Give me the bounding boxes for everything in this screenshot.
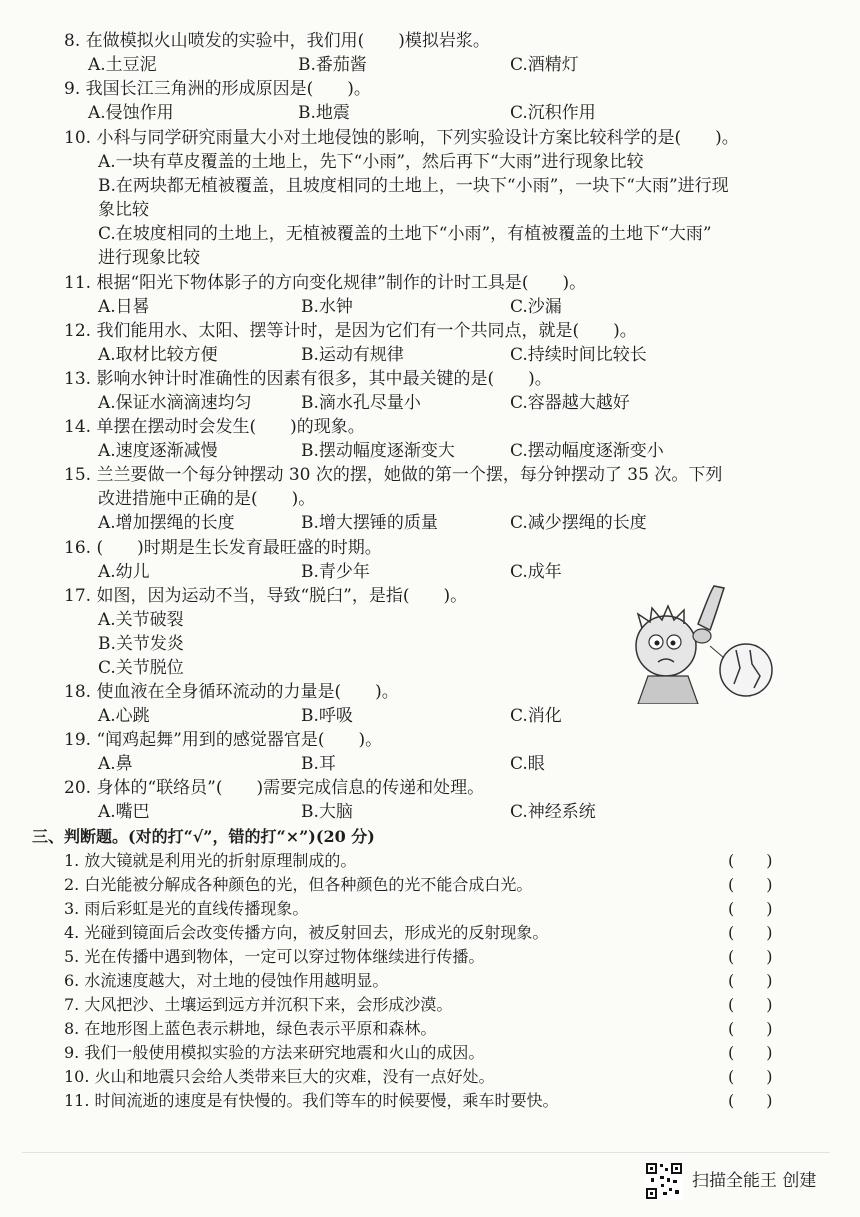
question-15-stem-cont: 改进措施中正确的是( )。 — [98, 489, 316, 509]
judgment-9: 9. 我们一般使用模拟实验的方法来研究地震和火山的成因。 — [64, 1043, 485, 1062]
question-11-stem: 11. 根据“阳光下物体影子的方向变化规律”制作的计时工具是( )。 — [64, 273, 587, 293]
judgment-11: 11. 时间流逝的速度是有快慢的。我们等车的时候要慢，乘车时要快。 — [64, 1091, 559, 1110]
option-a: A.速度逐渐减慢 — [98, 441, 218, 461]
answer-paren-7[interactable]: ( ) — [728, 995, 773, 1014]
option-c: C.减少摆绳的长度 — [510, 513, 647, 533]
judgment-6: 6. 水流速度越大，对土地的侵蚀作用越明显。 — [64, 971, 389, 990]
question-18-stem: 18. 使血液在全身循环流动的力量是( )。 — [64, 682, 399, 702]
question-8-stem: 8. 在做模拟火山喷发的实验中，我们用( )模拟岩浆。 — [64, 31, 490, 51]
option-c: C.成年 — [510, 562, 562, 582]
footer-divider — [22, 1152, 830, 1153]
scanner-watermark: 扫描全能王 创建 — [692, 1171, 817, 1191]
option-a: A.保证水滴滴速均匀 — [98, 393, 252, 413]
option-b: B.滴水孔尽量小 — [301, 393, 421, 413]
question-10-option-c-cont: 进行现象比较 — [98, 248, 200, 268]
answer-paren-1[interactable]: ( ) — [728, 851, 773, 870]
answer-paren-10[interactable]: ( ) — [728, 1067, 773, 1086]
judgment-4: 4. 光碰到镜面后会改变传播方向，被反射回去，形成光的反射现象。 — [64, 923, 549, 942]
option-a: A.日晷 — [98, 297, 150, 317]
question-10-stem: 10. 小科与同学研究雨量大小对土地侵蚀的影响，下列实验设计方案比较科学的是( )。 — [64, 128, 739, 148]
option-b: B.耳 — [301, 754, 336, 774]
option-c: C.酒精灯 — [510, 55, 579, 75]
answer-paren-3[interactable]: ( ) — [728, 899, 773, 918]
option-b: B.水钟 — [301, 297, 353, 317]
question-15-stem: 15. 兰兰要做一个每分钟摆动 30 次的摆，她做的第一个摆，每分钟摆动了 35 次。下列 — [64, 465, 723, 485]
question-17-option-b: B.关节发炎 — [98, 634, 184, 654]
option-b: B.青少年 — [301, 562, 370, 582]
option-c: C.消化 — [510, 706, 562, 726]
answer-paren-11[interactable]: ( ) — [728, 1091, 773, 1110]
judgment-10: 10. 火山和地震只会给人类带来巨大的灾难，没有一点好处。 — [64, 1067, 495, 1086]
option-c: C.眼 — [510, 754, 545, 774]
question-20-stem: 20. 身体的“联络员”( )需要完成信息的传递和处理。 — [64, 778, 485, 798]
option-a: A.嘴巴 — [98, 802, 150, 822]
option-b: B.增大摆锤的质量 — [301, 513, 438, 533]
judgment-3: 3. 雨后彩虹是光的直线传播现象。 — [64, 899, 309, 918]
section-3-title: 三、判断题。(对的打“√”，错的打“×”)(20 分) — [32, 827, 375, 846]
judgment-1: 1. 放大镜就是利用光的折射原理制成的。 — [64, 851, 357, 870]
qr-code-icon — [645, 1162, 683, 1200]
option-b: B.摆动幅度逐渐变大 — [301, 441, 455, 461]
option-c: C.容器越大越好 — [510, 393, 630, 413]
option-c: C.沙漏 — [510, 297, 562, 317]
question-17-option-a: A.关节破裂 — [98, 610, 184, 630]
option-c: C.摆动幅度逐渐变小 — [510, 441, 664, 461]
option-b: B.运动有规律 — [301, 345, 404, 365]
answer-paren-8[interactable]: ( ) — [728, 1019, 773, 1038]
judgment-2: 2. 白光能被分解成各种颜色的光，但各种颜色的光不能合成白光。 — [64, 875, 533, 894]
answer-paren-5[interactable]: ( ) — [728, 947, 773, 966]
answer-paren-2[interactable]: ( ) — [728, 875, 773, 894]
question-10-option-c: C.在坡度相同的土地上，无植被覆盖的土地下“小雨”，有植被覆盖的土地下“大雨” — [98, 224, 712, 244]
dislocated-joint-illustration — [628, 584, 778, 704]
option-a: A.幼儿 — [98, 562, 150, 582]
option-b: B.大脑 — [301, 802, 353, 822]
question-10-option-b: B.在两块都无植被覆盖，且坡度相同的土地上，一块下“小雨”，一块下“大雨”进行现 — [98, 176, 729, 196]
option-c: C.神经系统 — [510, 802, 596, 822]
question-13-stem: 13. 影响水钟计时准确性的因素有很多，其中最关键的是( )。 — [64, 369, 552, 389]
judgment-8: 8. 在地形图上蓝色表示耕地，绿色表示平原和森林。 — [64, 1019, 437, 1038]
option-a: A.侵蚀作用 — [88, 103, 174, 123]
question-9-stem: 9. 我国长江三角洲的形成原因是( )。 — [64, 79, 371, 99]
question-14-stem: 14. 单摆在摆动时会发生( )的现象。 — [64, 417, 365, 437]
option-b: B.番茄酱 — [298, 55, 367, 75]
question-17-option-c: C.关节脱位 — [98, 658, 184, 678]
option-a: A.土豆泥 — [88, 55, 157, 75]
question-19-stem: 19. “闻鸡起舞”用到的感觉器官是( )。 — [64, 730, 383, 750]
answer-paren-4[interactable]: ( ) — [728, 923, 773, 942]
question-16-stem: 16. ( )时期是生长发育最旺盛的时期。 — [64, 538, 382, 558]
question-17-stem: 17. 如图，因为运动不当，导致“脱臼”，是指( )。 — [64, 586, 468, 606]
option-c: C.持续时间比较长 — [510, 345, 647, 365]
question-10-option-a: A.一块有草皮覆盖的土地上，先下“小雨”，然后再下“大雨”进行现象比较 — [98, 152, 644, 172]
option-a: A.取材比较方便 — [98, 345, 218, 365]
question-10-option-b-cont: 象比较 — [98, 200, 149, 220]
judgment-5: 5. 光在传播中遇到物体，一定可以穿过物体继续进行传播。 — [64, 947, 485, 966]
answer-paren-6[interactable]: ( ) — [728, 971, 773, 990]
judgment-7: 7. 大风把沙、土壤运到远方并沉积下来，会形成沙漠。 — [64, 995, 453, 1014]
option-a: A.心跳 — [98, 706, 150, 726]
question-12-stem: 12. 我们能用水、太阳、摆等计时，是因为它们有一个共同点，就是( )。 — [64, 321, 637, 341]
answer-paren-9[interactable]: ( ) — [728, 1043, 773, 1062]
option-a: A.增加摆绳的长度 — [98, 513, 235, 533]
option-c: C.沉积作用 — [510, 103, 596, 123]
option-b: B.地震 — [298, 103, 350, 123]
option-b: B.呼吸 — [301, 706, 353, 726]
option-a: A.鼻 — [98, 754, 133, 774]
